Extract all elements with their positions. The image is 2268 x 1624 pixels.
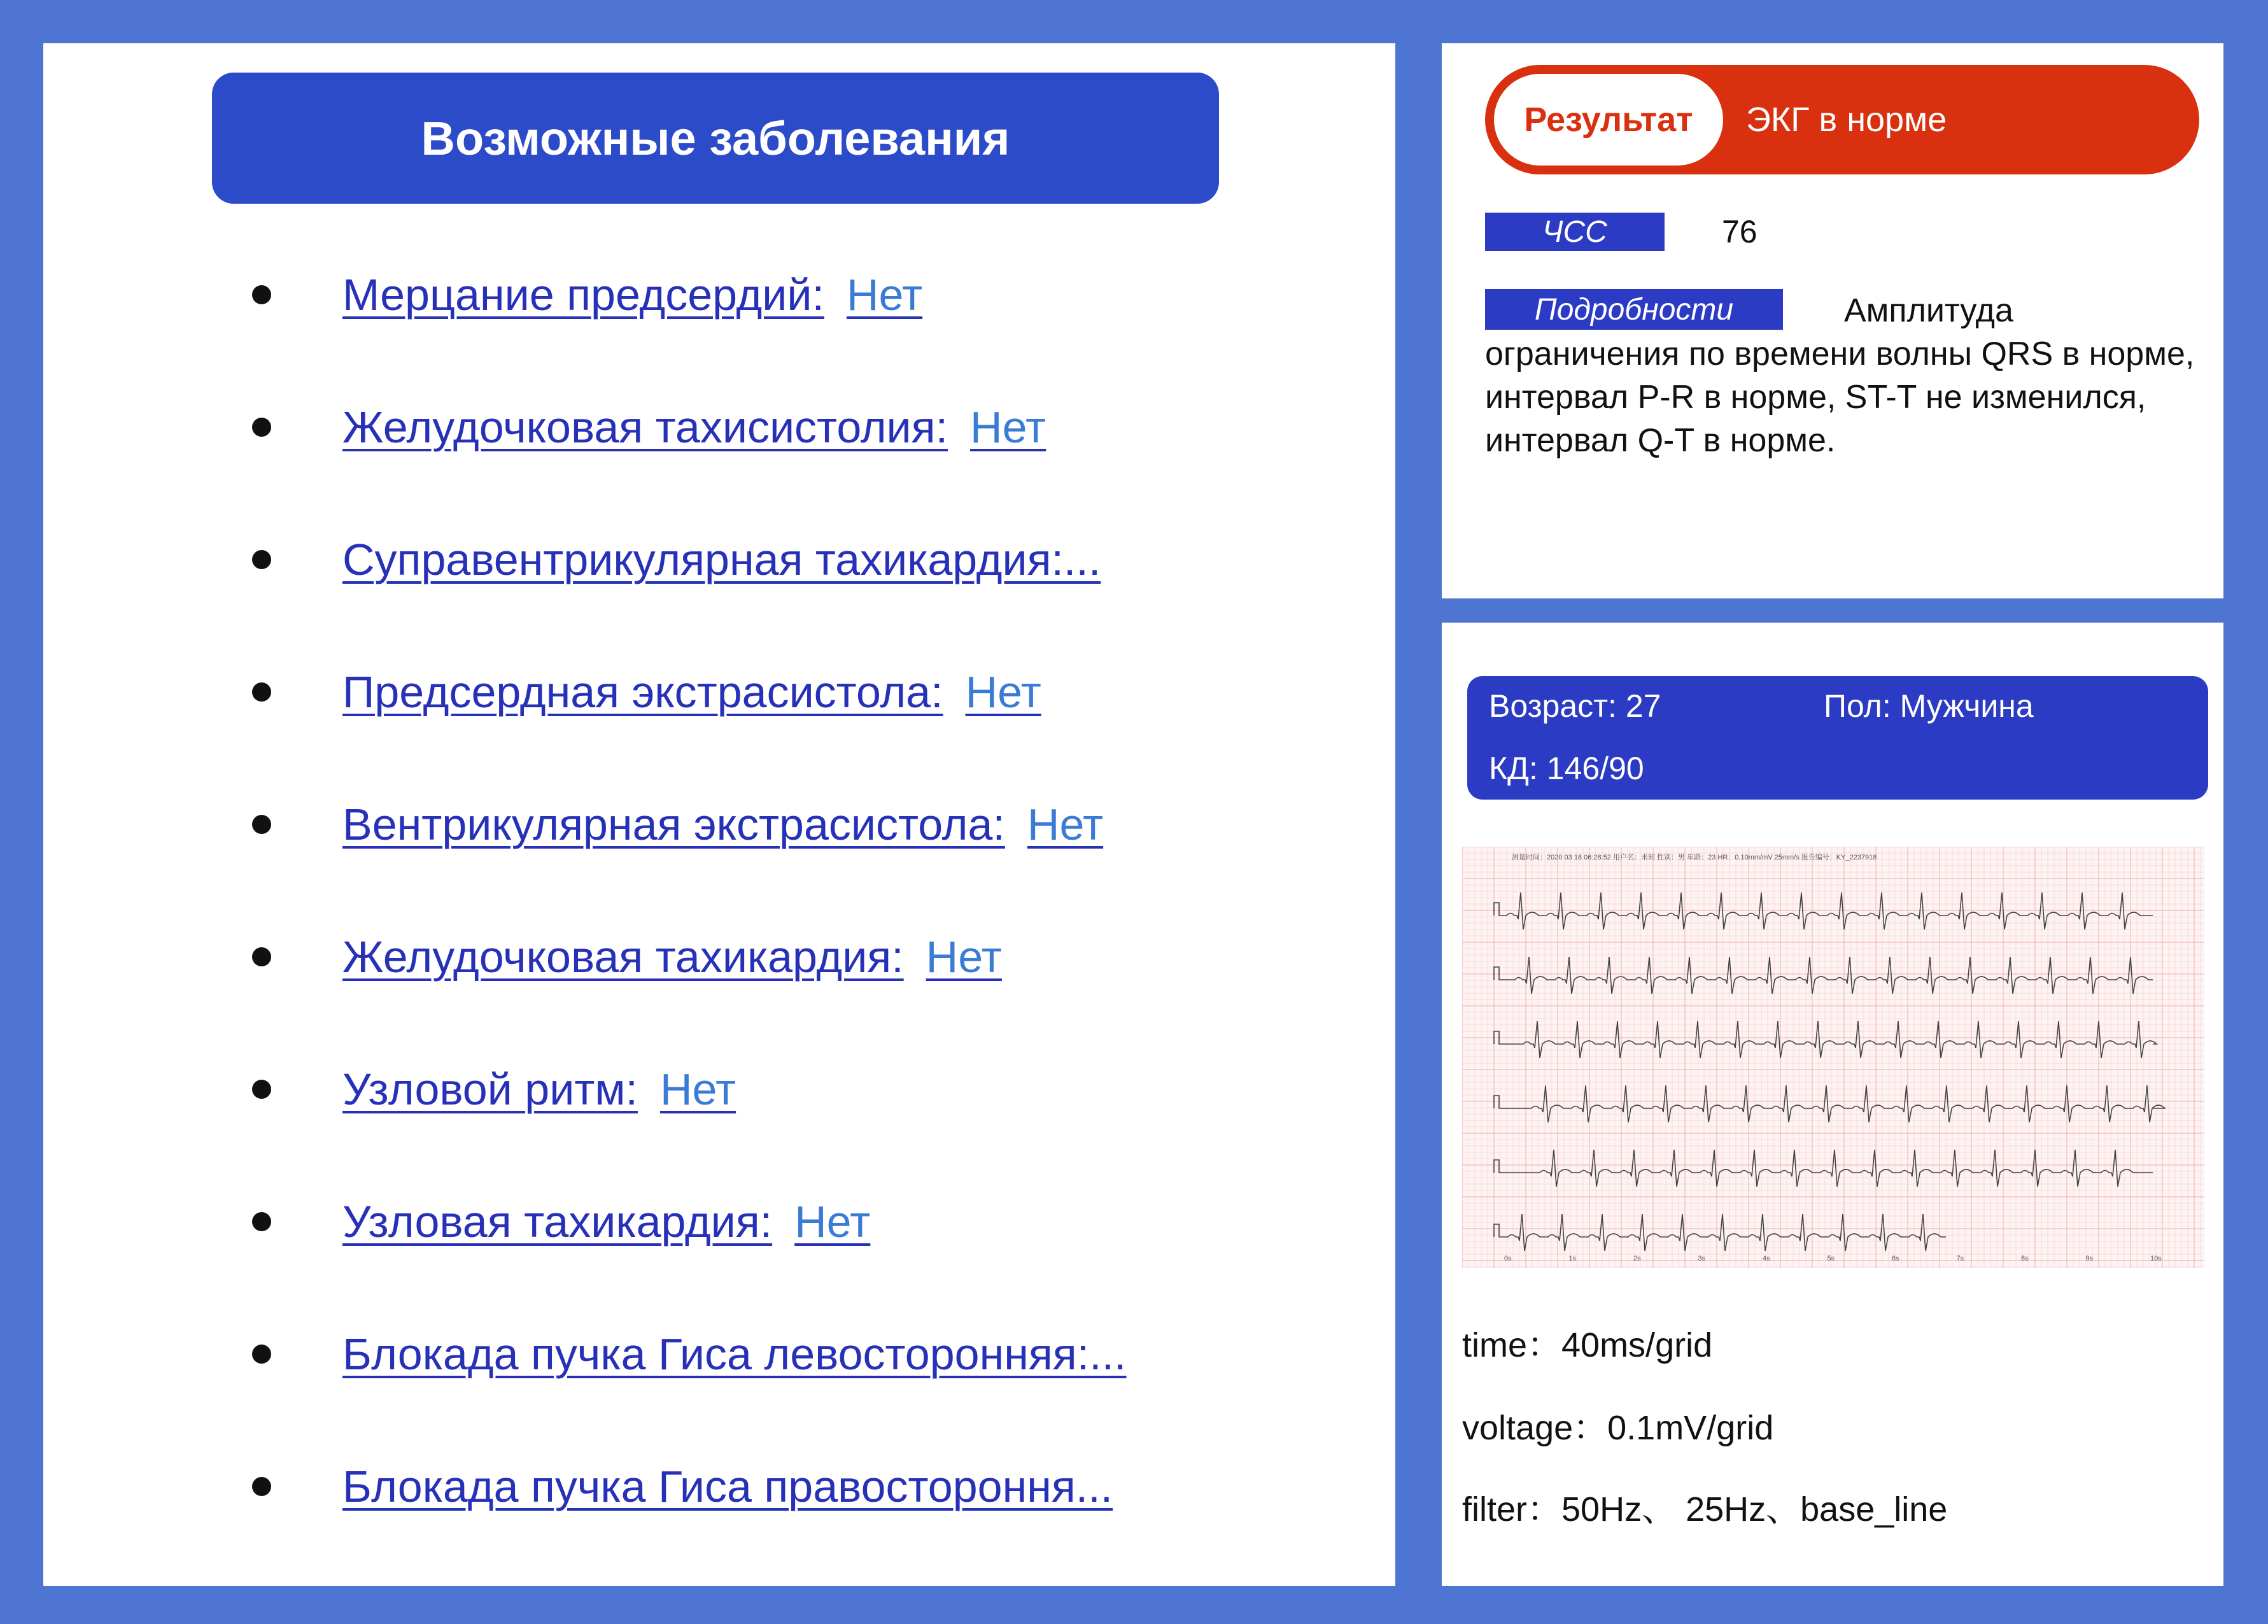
- disease-link[interactable]: [342, 525, 1101, 595]
- bullet-icon: [252, 947, 271, 966]
- bullet-icon: [252, 1080, 271, 1099]
- result-panel: [1442, 43, 2223, 598]
- disease-name: Желудочковая тахисистолия:: [342, 402, 948, 452]
- ecg-chart: [1462, 847, 2204, 1268]
- disease-value: Нет: [794, 1197, 871, 1246]
- disease-link[interactable]: [342, 1054, 736, 1124]
- ecg-tick-label: 7s: [1956, 1255, 1964, 1262]
- disease-value: Нет: [926, 932, 1002, 982]
- bullet-icon: [252, 682, 271, 702]
- disease-name: Предсердная экстрасистола:: [342, 667, 943, 717]
- result-text: ЭКГ в норме: [1746, 101, 1947, 139]
- diseases-panel: [43, 43, 1395, 1586]
- disease-value: Нет: [970, 402, 1046, 452]
- patient-age: Возраст: 27: [1489, 688, 1661, 724]
- result-label: Результат: [1494, 74, 1723, 166]
- ecg-background: [1462, 847, 2204, 1268]
- ecg-tick-label: 10s: [2150, 1255, 2162, 1262]
- patient-info-panel: [1442, 623, 2223, 1586]
- disease-link[interactable]: [342, 1187, 870, 1257]
- details-text: Амплитуда ограничения по времени волны QRS в норме, интервал P-R в норме, ST-T не изменился, интервал Q-T в норме.: [1485, 292, 2195, 459]
- patient-card: [1467, 676, 2208, 800]
- ecg-tick-label: 4s: [1763, 1255, 1770, 1262]
- ecg-tick-label: 0s: [1504, 1255, 1512, 1262]
- param-filter: filter：50Hz、 25Hz、base_line: [1462, 1490, 1948, 1529]
- disease-item: [43, 1319, 1395, 1389]
- result-banner: [1485, 65, 2199, 174]
- disease-link[interactable]: [342, 922, 1002, 992]
- ecg-tick-label: 1s: [1568, 1255, 1577, 1262]
- disease-item: [43, 789, 1395, 859]
- disease-name: Узловой ритм:: [342, 1064, 638, 1114]
- disease-value: Нет: [846, 270, 923, 320]
- disease-item: [43, 1054, 1395, 1124]
- disease-name: Блокада пучка Гиса правостороння...: [342, 1462, 1113, 1511]
- bullet-icon: [252, 1477, 271, 1496]
- disease-link[interactable]: [342, 657, 1041, 727]
- disease-name: Суправентрикулярная тахикардия:...: [342, 535, 1101, 584]
- ecg-tick-label: 9s: [2085, 1255, 2094, 1262]
- disease-item: [43, 657, 1395, 727]
- bullet-icon: [252, 1212, 271, 1231]
- disease-value: Нет: [965, 667, 1041, 717]
- param-voltage: voltage：0.1mV/grid: [1462, 1409, 1774, 1447]
- bullet-icon: [252, 550, 271, 569]
- bullet-icon: [252, 815, 271, 834]
- disease-link[interactable]: [342, 260, 922, 330]
- ecg-tick-label: 5s: [1827, 1255, 1835, 1262]
- bullet-icon: [252, 418, 271, 437]
- ecg-header-text: 测量时间：2020 03 18 06:28:52 用户名：未知 性别：男 年龄：23 HR：0.10mm/mV 25mm/s 报告编号：KY_2237918: [1512, 854, 1877, 861]
- disease-item: [43, 525, 1395, 595]
- hr-label: ЧСС: [1485, 213, 1665, 251]
- disease-value: Нет: [1027, 800, 1104, 849]
- disease-name: Желудочковая тахикардия:: [342, 932, 904, 982]
- ecg-tick-label: 6s: [1892, 1255, 1899, 1262]
- bullet-icon: [252, 285, 271, 304]
- patient-sex: Пол: Мужчина: [1824, 688, 2034, 724]
- ecg-tick-label: 2s: [1633, 1255, 1641, 1262]
- bullet-icon: [252, 1345, 271, 1364]
- disease-item: [43, 392, 1395, 462]
- disease-name: Узловая тахикардия:: [342, 1197, 773, 1246]
- disease-name: Вентрикулярная экстрасистола:: [342, 800, 1005, 849]
- patient-bp: КД: 146/90: [1489, 751, 1644, 786]
- diseases-list: [43, 43, 1395, 1586]
- disease-link[interactable]: [342, 1451, 1113, 1522]
- ecg-tick-label: 3s: [1698, 1255, 1706, 1262]
- disease-item: [43, 1451, 1395, 1522]
- diseases-title: Возможные заболевания: [212, 73, 1219, 204]
- disease-item: [43, 922, 1395, 992]
- disease-item: [43, 260, 1395, 330]
- disease-name: Блокада пучка Гиса левосторонняя:...: [342, 1329, 1127, 1379]
- disease-name: Мерцание предсердий:: [342, 270, 824, 320]
- ecg-tick-label: 8s: [2021, 1255, 2029, 1262]
- hr-value: 76: [1722, 214, 1757, 250]
- disease-item: [43, 1187, 1395, 1257]
- param-time: time：40ms/grid: [1462, 1326, 1713, 1364]
- disease-value: Нет: [659, 1064, 736, 1114]
- disease-link[interactable]: [342, 1319, 1127, 1389]
- disease-link[interactable]: [342, 789, 1103, 859]
- details-label: Подробности: [1485, 289, 1783, 330]
- disease-link[interactable]: [342, 392, 1046, 462]
